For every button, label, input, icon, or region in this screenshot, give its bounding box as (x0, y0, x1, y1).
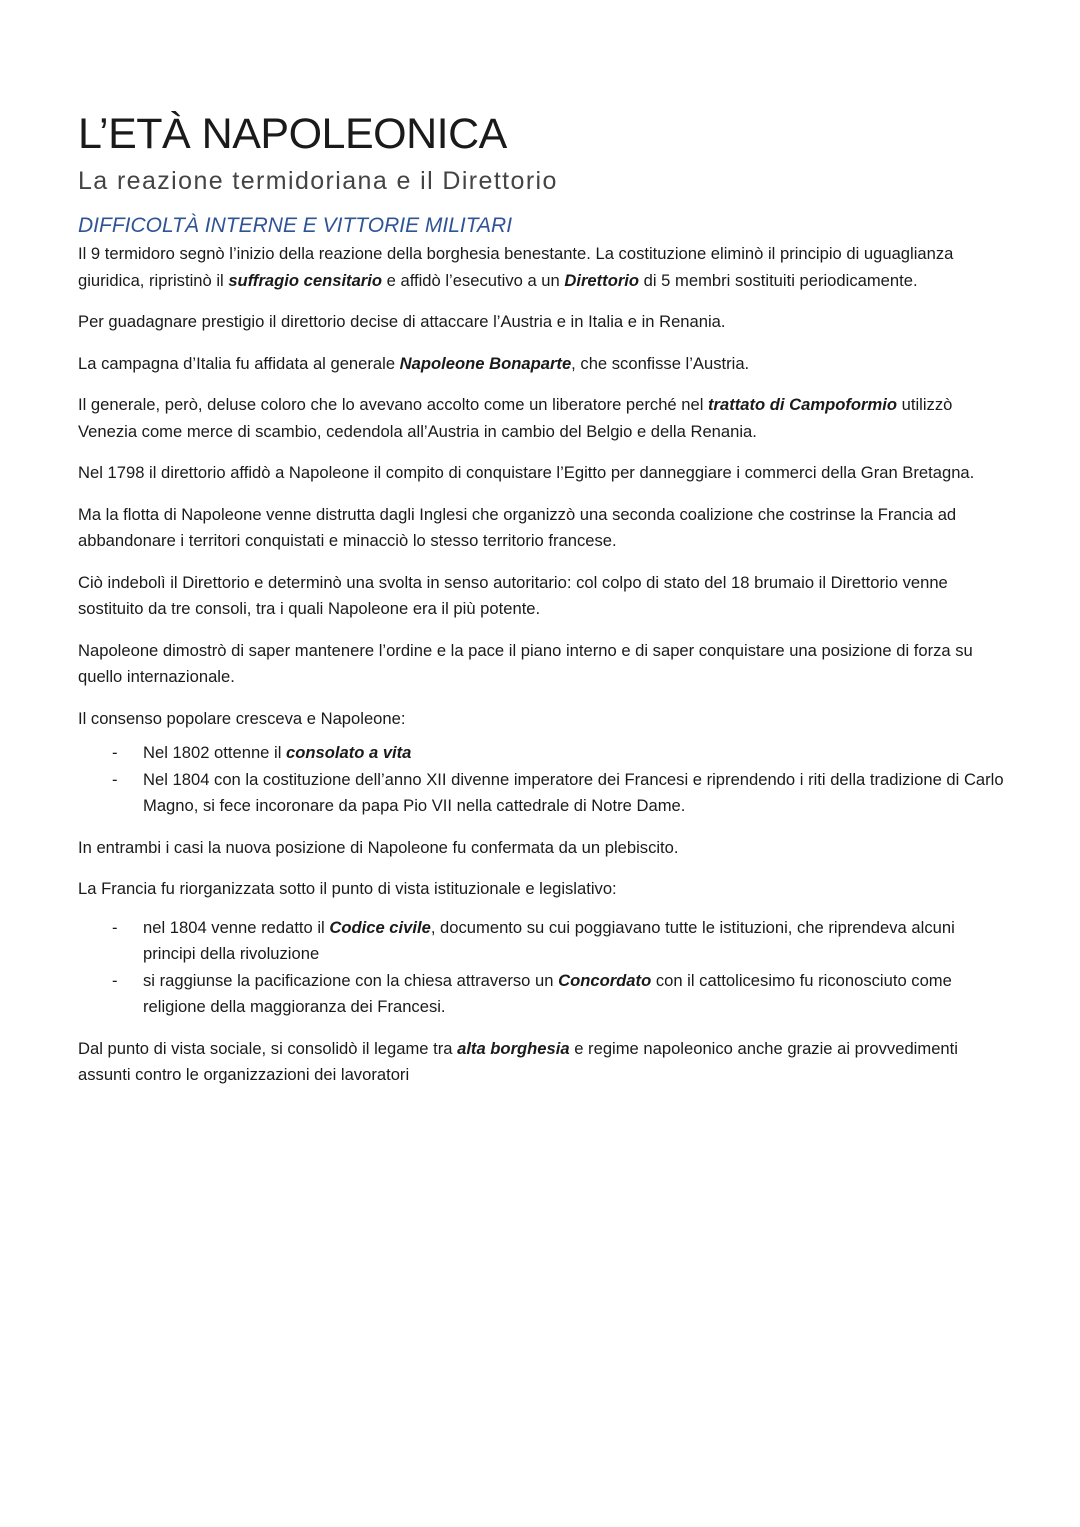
term-suffragio-censitario: suffragio censitario (228, 270, 383, 290)
document-title: L’ETÀ NAPOLEONICA (78, 110, 507, 158)
list-item: - nel 1804 venne redatto il Codice civile, documento su cui poggiavano tutte le istituzioni, che riprendeva alcuni principi della rivoluzione (112, 917, 955, 963)
paragraph-1: Il 9 termidoro segnò l’inizio della reazione della borghesia benestante. La costituzione eliminò il principio di uguaglianza giuridica, ripristinò il suffragio censitario e affidò l’esecutivo a un Direttorio di 5 membri sostituiti periodicamente. (78, 244, 954, 290)
document-page (78, 108, 1008, 1104)
term-trattato-campoformio: trattato di Campoformio (708, 395, 898, 414)
paragraph-9: Il consenso popolare cresceva e Napoleone: (78, 708, 406, 728)
paragraph-5: Nel 1798 il direttorio affidò a Napoleone il compito di conquistare l’Egitto per danneggiare i commerci della Gran Bretagna. (78, 463, 975, 482)
paragraph-6: Ma la flotta di Napoleone venne distrutta dagli Inglesi che organizzò una seconda coalizione che costrinse la Francia ad abbandonare i territori conquistati e minacciò lo stesso territorio francese. (78, 504, 957, 550)
list-item: - si raggiunse la pacificazione con la chiesa attraverso un Concordato con il cattolicesimo fu riconosciuto come religione della maggioranza dei Francesi. (112, 970, 952, 1016)
section-heading: DIFFICOLTÀ INTERNE E VITTORIE MILITARI (78, 214, 513, 237)
term-alta-borghesia: alta borghesia (457, 1038, 570, 1058)
paragraph-3: La campagna d’Italia fu affidata al generale Napoleone Bonaparte, che sconfisse l’Austria. (78, 353, 750, 373)
list-riorganizzazione (78, 915, 1008, 1021)
document-subtitle: La reazione termidoriana e il Direttorio (78, 167, 558, 195)
term-napoleone-bonaparte: Napoleone Bonaparte (399, 353, 572, 373)
paragraph-8: Napoleone dimostrò di saper mantenere l’ordine e la pace il piano interno e di saper conquistare una posizione di forza su quello internazionale. (78, 640, 973, 686)
term-concordato: Concordato (558, 970, 652, 990)
list-item: - Nel 1804 con la costituzione dell’anno XII divenne imperatore dei Francesi e riprendendo i riti della tradizione di Carlo Magno, si fece incoronare da papa Pio VII nella cattedrale di Notre Dame. (112, 769, 1004, 815)
list-consenso (78, 740, 1008, 820)
term-direttorio: Direttorio (564, 270, 640, 290)
term-consolato-a-vita: consolato a vita (286, 743, 412, 762)
paragraph-10: In entrambi i casi la nuova posizione di Napoleone fu confermata da un plebiscito. (78, 837, 679, 857)
paragraph-7: Ciò indebolì il Direttorio e determinò una svolta in senso autoritario: col colpo di stato del 18 brumaio il Direttorio venne sostituito da tre consoli, tra i quali Napoleone era il più potente. (78, 572, 948, 618)
paragraph-12: Dal punto di vista sociale, si consolidò il legame tra alta borghesia e regime napoleonico anche grazie ai provvedimenti assunti contro le organizzazioni dei lavoratori (78, 1038, 958, 1084)
paragraph-4: Il generale, però, deluse coloro che lo avevano accolto come un liberatore perché nel trattato di Campoformio utilizzò Venezia come merce di scambio, cedendola all’Austria in cambio del Belgio e della Renania. (78, 395, 953, 441)
term-codice-civile: Codice civile (329, 917, 431, 937)
list-item: - Nel 1802 ottenne il consolato a vita (112, 743, 412, 762)
paragraph-2: Per guadagnare prestigio il direttorio decise di attaccare l’Austria e in Italia e in Renania. (78, 312, 726, 331)
paragraph-11: La Francia fu riorganizzata sotto il punto di vista istituzionale e legislativo: (78, 879, 617, 898)
